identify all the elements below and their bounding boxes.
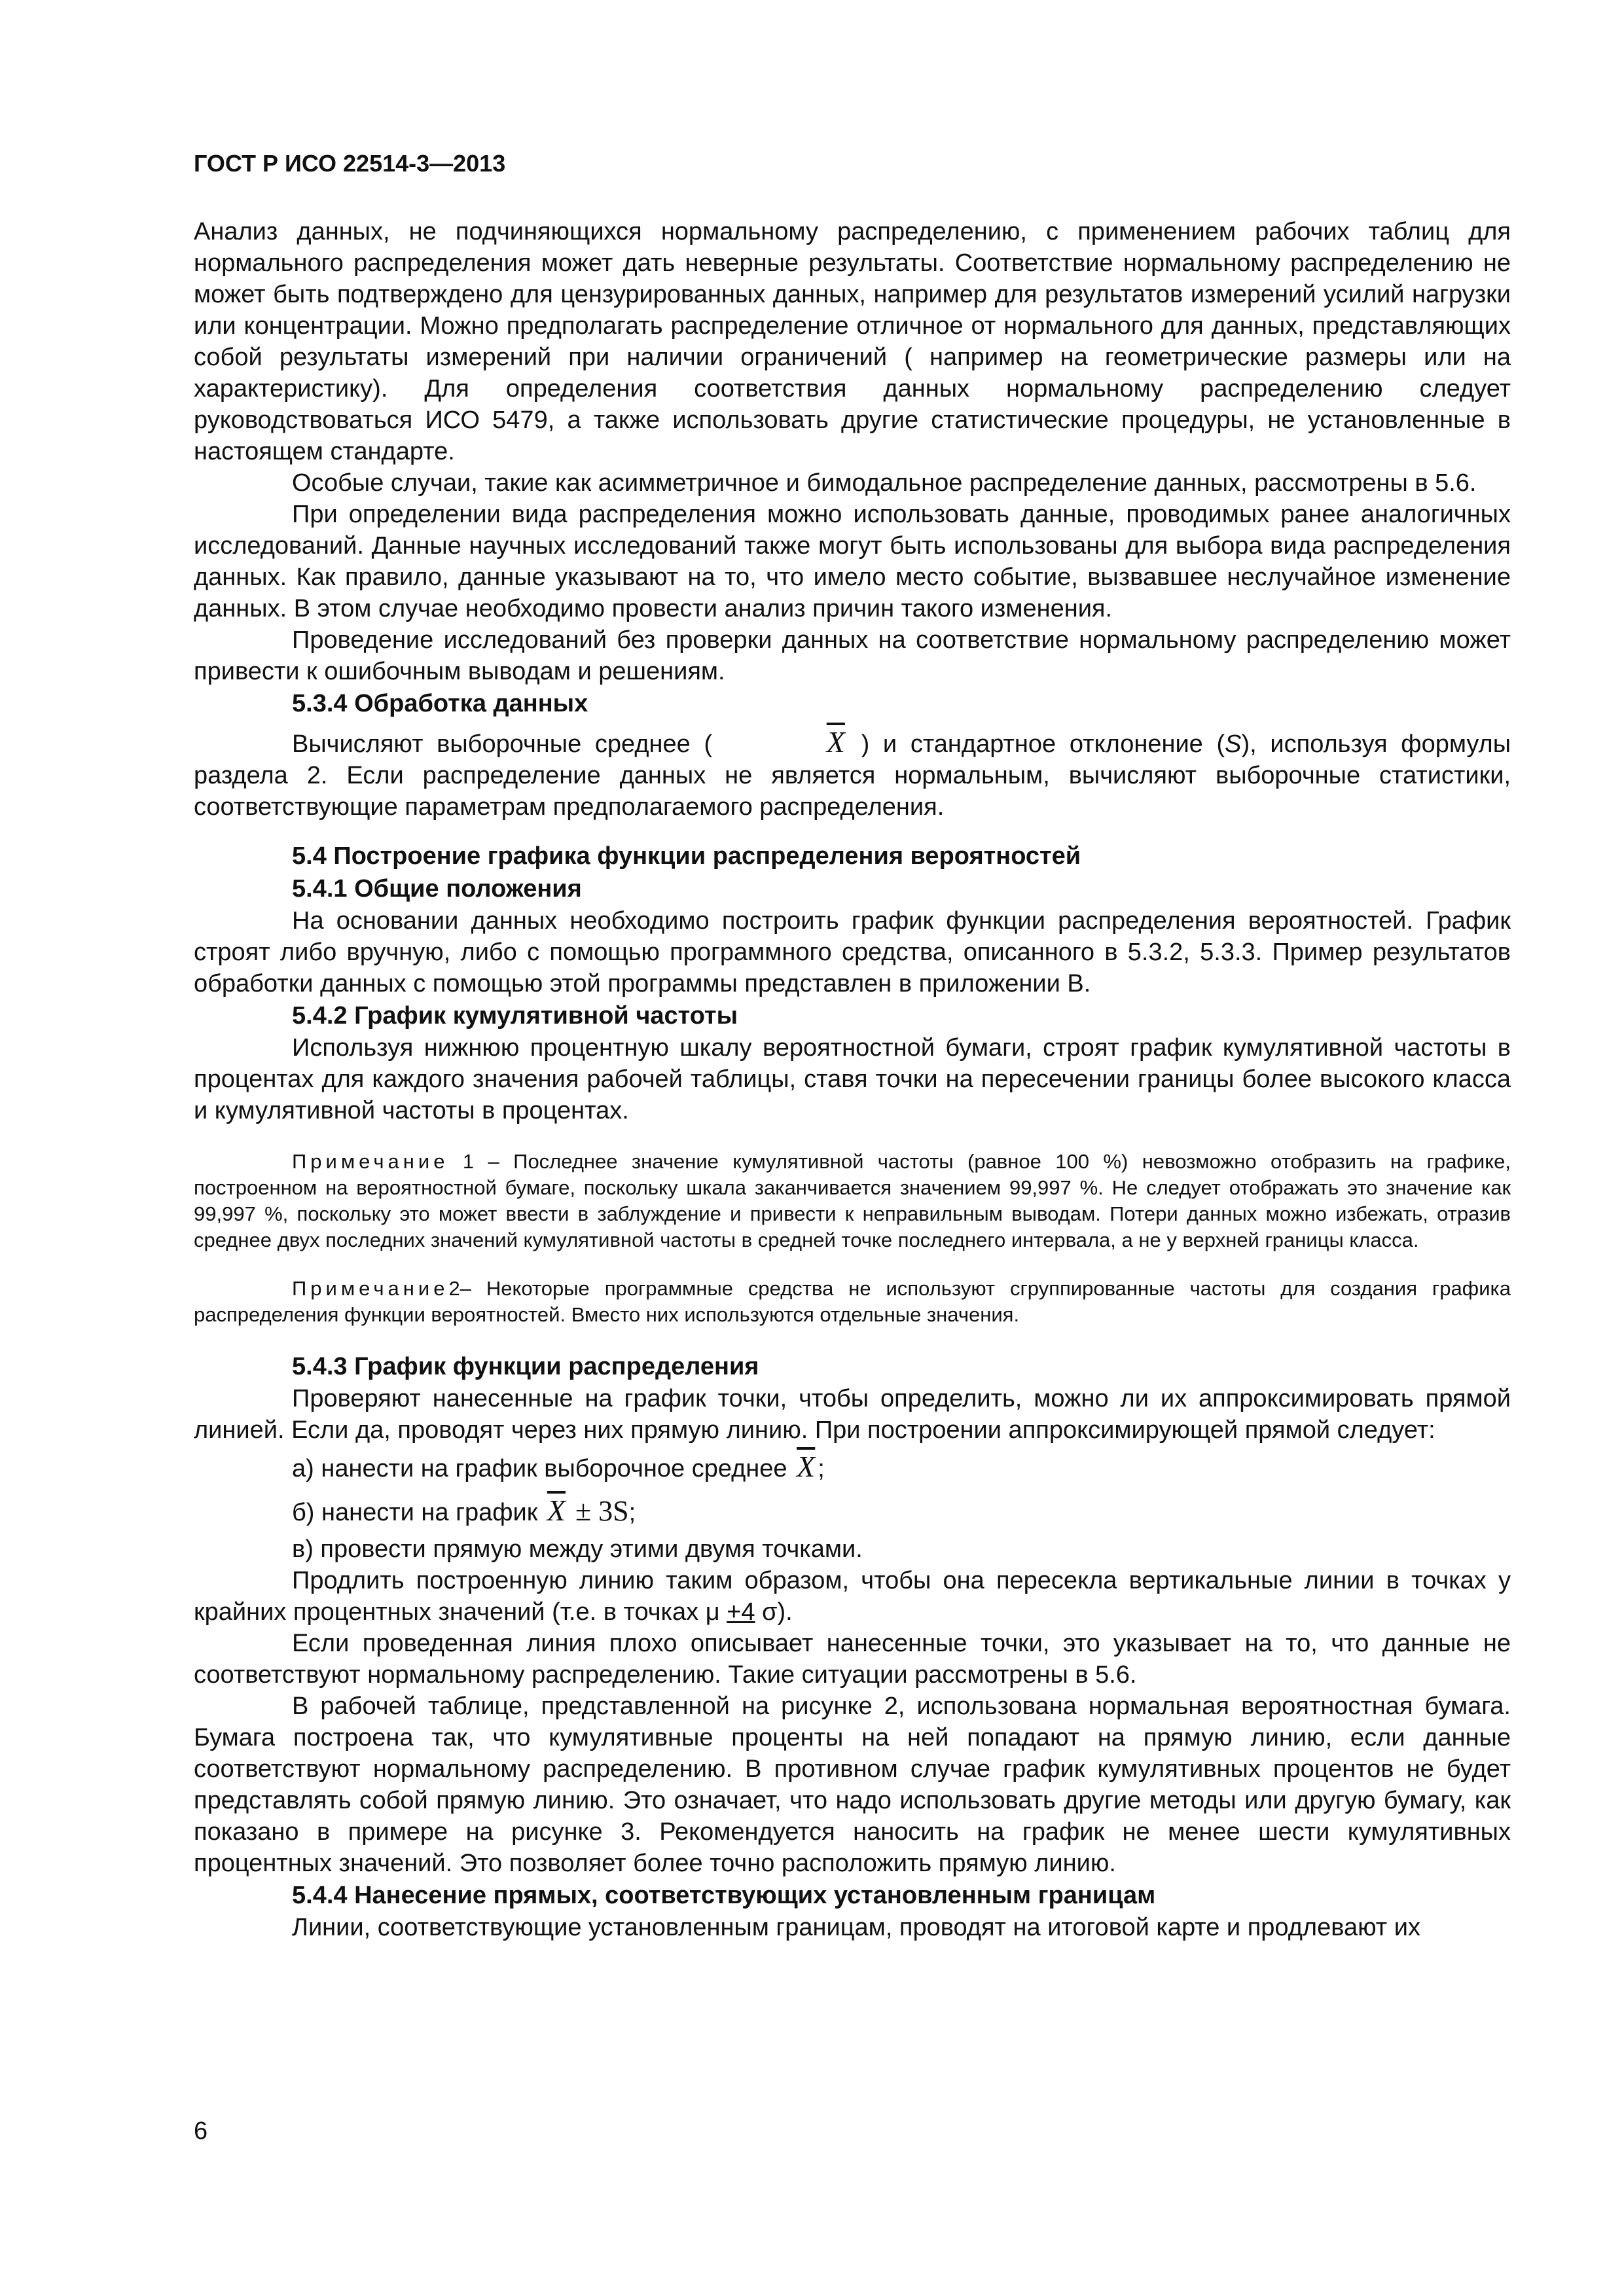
plus-minus-3s: ± 3S <box>568 1495 629 1527</box>
list-item-b: б) нанести на график $\overline{X} \pm 3S$; <box>194 1490 1511 1534</box>
paragraph-work-table: В рабочей таблице, представленной на рисунке 2, использована нормальная вероятностная бумага. Бумага построена так, что кумулятивные проценты на ней попадают на прямую линию, если данные соответствуют нормальному распределению. В противном случае график кумулятивных процентов не будет представлять собой прямую линию. Это означает, что надо использовать другие методы или другую бумагу, как показано в примере на рисунке 3. Рекомендуется наносить на график не менее шести кумулятивных процентных значений. Это позволяет более точно расположить прямую линию. <box>194 1693 1511 1877</box>
list-item-c: в) провести прямую между этими двумя точками. <box>292 1535 863 1563</box>
heading-5-4-3: 5.4.3 График функции распределения <box>292 1353 759 1380</box>
plus-four: +4 <box>727 1598 755 1626</box>
heading-5-4: 5.4 Построение графика функции распределения вероятностей <box>292 842 1081 870</box>
note-1: Примечание 1 – Последнее значение кумулятивной частоты (равное 100 %) невозможно отобразить на графике, построенном на вероятностной бумаге, поскольку шкала заканчивается значением 99,997 %. Не следует отображать это значение как 99,997 %, поскольку это может ввести в заблуждение и привести к неправильным выводам. Потери данных можно избежать, отразив среднее двух последних значений кумулятивной частоты в средней точке последнего интервала, а не у верхней границы класса. <box>194 1150 1511 1251</box>
list-item-a: а) нанести на график выборочное среднее $\overline{X}$ ; <box>194 1446 1511 1490</box>
paragraph-cumulative-frequency: Используя нижнюю процентную шкалу вероятностной бумаги, строят график кумулятивной частоты в процентах для каждого значения рабочей таблицы, ставя точки на пересечении границы более высокого класса и кумулятивной частоты в процентах. <box>194 1034 1511 1124</box>
heading-5-4-2: 5.4.2 График кумулятивной частоты <box>292 1002 738 1030</box>
paragraph-bad-fit: Если проведенная линия плохо описывает нанесенные точки, это указывает на то, что данные не соответствуют нормальному распределению. Такие ситуации рассмотрены в 5.6. <box>194 1630 1511 1689</box>
std-symbol: S <box>1225 730 1242 758</box>
mean-symbol: $\overline{X}$ <box>826 725 845 759</box>
document-page <box>194 148 1511 1943</box>
heading-5-3-4: 5.3.4 Обработка данных <box>292 690 588 717</box>
paragraph-check-points: Проверяют нанесенные на график точки, чтобы определить, можно ли их аппроксимировать прямой линией. Если да, проводят через них прямую линию. При построении аппроксимирующей прямой следует: <box>194 1385 1511 1444</box>
paragraph-general: На основании данных необходимо построить график функции распределения вероятностей. График строят либо вручную, либо с помощью программного средства, описанного в 5.3.2, 5.3.3. Пример результатов обработки данных с помощью этой программы представлен в приложении В. <box>194 907 1511 997</box>
paragraph-no-check-warning: Проведение исследований без проверки данных на соответствие нормальному распределению может привести к ошибочным выводам и решениям. <box>194 626 1511 685</box>
note-2-label: Примечание <box>292 1277 449 1300</box>
page-number: 6 <box>194 2117 208 2145</box>
paragraph-data-processing: Вычисляют выборочные среднее ( $\overline{X}$ ) и стандартное отклонение (S), используя формулы раздела 2. Если распределение данных не является нормальным, вычисляют выборочные статистики, соответствующие параметрам предполагаемого распределения. <box>194 725 1511 821</box>
paragraph-normality-analysis: Анализ данных, не подчиняющихся нормальному распределению, с применением рабочих таблиц для нормального распределения может дать неверные результаты. Соответствие нормальному распределению не может быть подтверждено для цензурированных данных, например для результатов измерений усилий нагрузки или концентрации. Можно предполагать распределение отличное от нормального для данных, представляющих собой результаты измерений при наличии ограничений ( например на геометрические размеры или на характеристику). Для определения соответствия данных нормальному распределению следует руководствоваться ИСО 5479, а также использовать другие статистические процедуры, не установленные в настоящем стандарте. <box>194 218 1511 465</box>
note-1-label: Примечание <box>292 1150 449 1173</box>
paragraph-special-cases: Особые случаи, такие как асимметричное и бимодальное распределение данных, рассмотрены в 5.6. <box>292 469 1477 497</box>
heading-5-4-1: 5.4.1 Общие положения <box>292 875 582 903</box>
heading-5-4-4: 5.4.4 Нанесение прямых, соответствующих установленным границам <box>292 1882 1156 1909</box>
paragraph-extend-line: Продлить построенную линию таким образом, чтобы она пересекла вертикальные линии в точках у крайних процентных значений (т.е. в точках μ +4 σ). <box>194 1567 1511 1626</box>
mean-symbol-b: $\overline{X}$ <box>547 1494 566 1527</box>
mean-symbol-a: $\overline{X}$ <box>797 1450 816 1483</box>
paragraph-distribution-type: При определении вида распределения можно использовать данные, проводимых ранее аналогичных исследований. Данные научных исследований также могут быть использованы для выбора вида распределения данных. Как правило, данные указывают на то, что имело место событие, вызвавшее неслучайное изменение данных. В этом случае необходимо провести анализ причин такого изменения. <box>194 501 1511 622</box>
note-2: Примечание2– Некоторые программные средства не используют сгруппированные частоты для создания графика распределения функции вероятностей. Вместо них используются отдельные значения. <box>194 1277 1511 1326</box>
document-header: ГОСТ Р ИСО 22514-3—2013 <box>194 150 506 177</box>
paragraph-limit-lines: Линии, соответствующие установленным границам, проводят на итоговой карте и продлевают их <box>292 1914 1420 1941</box>
